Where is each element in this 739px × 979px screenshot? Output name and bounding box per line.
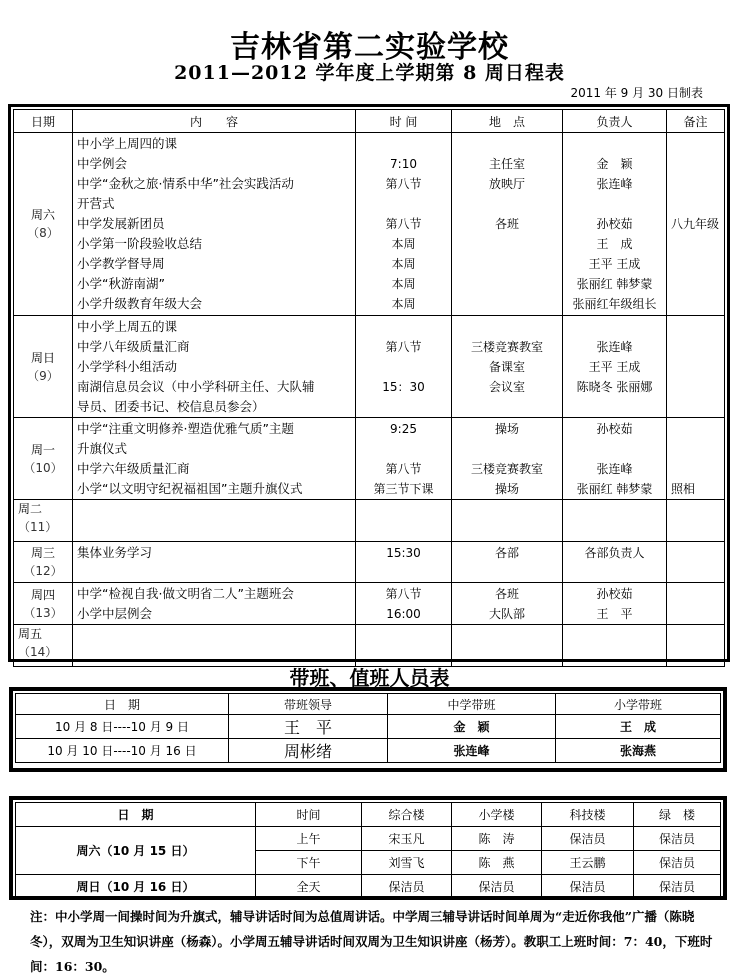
person-line: 孙校茹	[596, 217, 633, 231]
header-date: 日期	[14, 110, 73, 133]
clean-cell: 陈 燕	[452, 851, 542, 875]
time-line: 本周	[391, 277, 416, 291]
day-date: （11）	[18, 520, 58, 534]
person-line	[563, 317, 666, 337]
person-cell	[563, 625, 667, 667]
time-line	[356, 194, 451, 214]
place-line	[452, 194, 562, 214]
note-line	[667, 274, 724, 294]
place-line: 操场	[494, 482, 519, 496]
clean-header-complex: 综合楼	[362, 803, 452, 827]
clean-time: 下午	[256, 851, 362, 875]
place-cell	[452, 316, 563, 418]
day-cell	[14, 542, 73, 583]
day-name: 周四	[30, 587, 55, 602]
time-line: 本周	[391, 237, 416, 251]
person-cell	[563, 418, 667, 500]
content-cell	[73, 133, 356, 316]
content-cell	[73, 418, 356, 500]
content-line: 小学中层例会	[77, 606, 153, 621]
time-cell	[356, 583, 452, 625]
note-line	[667, 584, 724, 604]
table-row	[14, 316, 725, 418]
clean-time: 上午	[256, 827, 362, 851]
person-line: 王 成	[596, 237, 633, 251]
day-name: 周六	[30, 208, 55, 222]
content-line: 中学例会	[77, 156, 128, 171]
note-line	[667, 377, 724, 397]
duty-primary: 张海燕	[556, 739, 721, 763]
note-line	[667, 254, 724, 274]
person-line	[563, 439, 666, 459]
note-cell	[667, 316, 725, 418]
table-row	[16, 875, 721, 899]
time-line: 第八节	[385, 217, 422, 231]
content-line: 中学“注重文明修养·塑造优雅气质”主题	[77, 421, 294, 436]
clean-header-time: 时间	[256, 803, 362, 827]
person-line: 张连峰	[596, 462, 633, 476]
clean-cell: 王云鹏	[542, 851, 634, 875]
note-line	[667, 317, 724, 337]
note-line: 照相	[671, 482, 696, 496]
place-cell	[452, 542, 563, 583]
clean-cell: 刘雪飞	[362, 851, 452, 875]
day-date: （10）	[23, 460, 63, 475]
content-line: 中学六年级质量汇商	[77, 461, 190, 476]
time-line: 15：30	[382, 380, 425, 394]
duty-leader: 王 平	[229, 715, 388, 739]
content-line: 小学“秋游南湖”	[77, 276, 165, 291]
duty-middle: 金 颖	[388, 715, 556, 739]
duty-frame	[9, 687, 727, 772]
table-row	[16, 827, 721, 851]
time-cell	[356, 625, 452, 667]
header-place: 地 点	[452, 110, 563, 133]
table-row	[14, 500, 725, 542]
clean-header-primary-bldg: 小学楼	[452, 803, 542, 827]
note-line	[667, 294, 724, 314]
clean-cell: 宋玉凡	[362, 827, 452, 851]
note-line	[667, 134, 724, 154]
header-content: 内 容	[73, 110, 356, 133]
note-line	[667, 419, 724, 439]
content-cell	[73, 542, 356, 583]
table-row	[14, 418, 725, 500]
time-line	[356, 439, 451, 459]
day-cell	[14, 133, 73, 316]
time-line: 第八节	[385, 177, 422, 191]
time-line	[356, 357, 451, 377]
day-name: 周一	[30, 442, 55, 457]
duty-header-date: 日 期	[16, 694, 229, 715]
person-line	[563, 194, 666, 214]
clean-cell: 保洁员	[362, 875, 452, 899]
place-line	[452, 397, 562, 417]
place-line: 大队部	[488, 607, 525, 621]
place-line: 主任室	[488, 157, 525, 171]
note-cell	[667, 500, 725, 542]
content-line: 小学升级教育年级大会	[77, 296, 203, 311]
content-cell	[73, 625, 356, 667]
place-line: 三楼竞赛教室	[470, 340, 543, 354]
made-date: 2011 年 9 月 30 日制表	[570, 86, 703, 100]
place-line	[452, 294, 562, 314]
time-line: 7:10	[390, 157, 417, 171]
content-cell	[73, 583, 356, 625]
time-line	[356, 317, 451, 337]
person-cell	[563, 500, 667, 542]
time-line	[356, 134, 451, 154]
clean-header-green: 绿 楼	[634, 803, 721, 827]
person-line: 孙校茹	[596, 587, 633, 601]
person-line: 金 颖	[596, 157, 633, 171]
person-cell	[563, 133, 667, 316]
place-line: 会议室	[488, 380, 525, 394]
time-line: 第八节	[385, 340, 422, 354]
place-line	[452, 234, 562, 254]
place-line	[452, 134, 562, 154]
note-line	[667, 439, 724, 459]
duty-header-row	[16, 694, 721, 715]
cleaning-table	[15, 802, 721, 899]
time-line: 15:30	[386, 546, 421, 560]
clean-header-tech: 科技楼	[542, 803, 634, 827]
time-cell	[356, 542, 452, 583]
place-line: 各班	[494, 587, 519, 601]
time-cell	[356, 500, 452, 542]
table-row	[14, 583, 725, 625]
clean-time: 全天	[256, 875, 362, 899]
place-line: 放映厅	[488, 177, 525, 191]
time-line	[356, 397, 451, 417]
day-name: 周二	[18, 502, 43, 516]
content-line: 开营式	[77, 196, 115, 211]
person-line: 王平 王成	[588, 257, 641, 271]
person-line: 陈晓冬 张丽娜	[576, 380, 653, 394]
duty-header-leader: 带班领导	[229, 694, 388, 715]
day-date: （9）	[27, 368, 59, 383]
table-row	[16, 715, 721, 739]
schedule-subtitle: 2011—2012 学年度上学期第 8 周日程表	[174, 62, 565, 84]
time-cell	[356, 418, 452, 500]
person-cell	[563, 583, 667, 625]
place-line: 三楼竞赛教室	[470, 462, 543, 476]
content-line: 小学学科小组活动	[77, 359, 178, 374]
place-line: 备课室	[488, 360, 525, 374]
time-line: 第八节	[385, 587, 422, 601]
time-line: 第八节	[385, 462, 422, 476]
note-cell	[667, 133, 725, 316]
clean-cell: 陈 涛	[452, 827, 542, 851]
duty-title: 带班、值班人员表	[289, 666, 450, 690]
day-cell	[14, 583, 73, 625]
note-line	[667, 459, 724, 479]
clean-date-sun: 周日（10 月 16 日）	[16, 875, 256, 899]
content-line: 中学八年级质量汇商	[77, 339, 190, 354]
note-line	[667, 357, 724, 377]
header-note: 备注	[667, 110, 725, 133]
day-name: 周日	[30, 350, 55, 365]
note-cell	[667, 583, 725, 625]
day-date: （13）	[23, 605, 63, 620]
person-line: 张连峰	[596, 340, 633, 354]
clean-cell: 保洁员	[542, 875, 634, 899]
clean-header-date: 日 期	[16, 803, 256, 827]
table-row	[14, 542, 725, 583]
content-cell	[73, 316, 356, 418]
clean-date-sat: 周六（10 月 15 日）	[16, 827, 256, 875]
person-line: 张连峰	[596, 177, 633, 191]
clean-cell: 保洁员	[634, 827, 721, 851]
time-line: 本周	[391, 297, 416, 311]
note-line	[667, 337, 724, 357]
place-cell	[452, 625, 563, 667]
content-line: 中学“金秋之旅·情系中华”社会实践活动	[77, 176, 294, 191]
day-date: （12）	[23, 564, 63, 578]
day-date: （14）	[18, 645, 58, 659]
place-line	[452, 254, 562, 274]
clean-cell: 保洁员	[634, 875, 721, 899]
day-cell	[14, 500, 73, 542]
note-line	[667, 154, 724, 174]
place-cell	[452, 133, 563, 316]
duty-primary: 王 成	[556, 715, 721, 739]
note-line	[667, 194, 724, 214]
schedule-header-row	[14, 110, 725, 133]
cleaning-frame	[9, 796, 727, 900]
table-row	[14, 625, 725, 667]
person-line: 张丽红 韩梦蒙	[576, 482, 653, 496]
table-row	[14, 133, 725, 316]
person-line: 张丽红年级组长	[572, 297, 657, 311]
time-cell	[356, 133, 452, 316]
content-line: 小学教学督导周	[77, 256, 165, 271]
duty-header-primary: 小学带班	[556, 694, 721, 715]
content-line: 小学“以文明守纪祝福祖国”主题升旗仪式	[77, 481, 303, 496]
place-line: 各班	[494, 217, 519, 231]
content-cell	[73, 500, 356, 542]
place-cell	[452, 500, 563, 542]
day-cell	[14, 625, 73, 667]
school-title: 吉林省第二实验学校	[230, 30, 509, 65]
content-line: 中小学上周四的课	[77, 136, 178, 151]
note-line: 八九年级	[671, 217, 720, 231]
header-time: 时 间	[356, 110, 452, 133]
person-line: 王平 王成	[588, 360, 641, 374]
person-line	[563, 134, 666, 154]
content-line: 小学第一阶段验收总结	[77, 236, 203, 251]
person-line: 各部负责人	[584, 546, 645, 560]
content-line: 中学发展新团员	[77, 216, 165, 231]
table-row	[16, 739, 721, 763]
place-line: 各部	[494, 546, 519, 560]
content-line: 中学“检视自我·做文明省二人”主题班会	[77, 586, 294, 601]
place-cell	[452, 583, 563, 625]
time-line: 9:25	[390, 422, 417, 436]
note-line	[667, 234, 724, 254]
note-cell	[667, 418, 725, 500]
day-cell	[14, 418, 73, 500]
clean-cell: 保洁员	[542, 827, 634, 851]
day-date: （8）	[27, 226, 59, 240]
person-line: 孙校茹	[596, 422, 633, 436]
day-cell	[14, 316, 73, 418]
header-person: 负责人	[563, 110, 667, 133]
place-line	[452, 439, 562, 459]
place-cell	[452, 418, 563, 500]
note-cell	[667, 542, 725, 583]
duty-header-middle: 中学带班	[388, 694, 556, 715]
time-cell	[356, 316, 452, 418]
duty-leader: 周彬绪	[229, 739, 388, 763]
clean-cell: 保洁员	[634, 851, 721, 875]
content-line: 集体业务学习	[77, 545, 153, 560]
day-name: 周三	[30, 546, 55, 560]
footnote: 注：中小学周一间操时间为升旗式，辅导讲话时间为总值周讲话。中学周三辅导讲话时间单周为“走近你我他”广播（陈晓冬），双周为卫生知识讲座（杨森）。小学周五辅导讲话时间双周为卫生知识讲座（杨芳）。教职工上班时间：7：40，下班时间：16：30。	[30, 909, 713, 974]
duty-table	[15, 693, 721, 763]
time-line: 第三节下课	[373, 482, 434, 496]
content-line: 中小学上周五的课	[77, 319, 178, 334]
duty-date: 10 月 8 日----10 月 9 日	[16, 715, 229, 739]
clean-cell: 保洁员	[452, 875, 542, 899]
place-line	[452, 317, 562, 337]
person-line: 张丽红 韩梦蒙	[576, 277, 653, 291]
cleaning-header-row	[16, 803, 721, 827]
day-name: 周五	[18, 627, 43, 641]
content-line: 导员、团委书记、校信息员参会）	[77, 399, 265, 414]
person-cell	[563, 316, 667, 418]
place-line	[452, 274, 562, 294]
content-line: 升旗仪式	[77, 441, 128, 456]
schedule-table	[13, 109, 725, 667]
person-line	[563, 397, 666, 417]
time-line: 本周	[391, 257, 416, 271]
note-line	[667, 174, 724, 194]
content-line: 南湖信息员会议（中小学科研主任、大队辅	[77, 379, 315, 394]
place-line: 操场	[494, 422, 519, 436]
schedule-frame	[8, 104, 730, 662]
note-line	[667, 604, 724, 624]
note-line	[667, 397, 724, 417]
duty-middle: 张连峰	[388, 739, 556, 763]
time-line: 16:00	[386, 607, 421, 621]
person-line: 王 平	[596, 607, 633, 621]
person-cell	[563, 542, 667, 583]
note-cell	[667, 625, 725, 667]
duty-date: 10 月 10 日----10 月 16 日	[16, 739, 229, 763]
note-line	[667, 543, 724, 563]
